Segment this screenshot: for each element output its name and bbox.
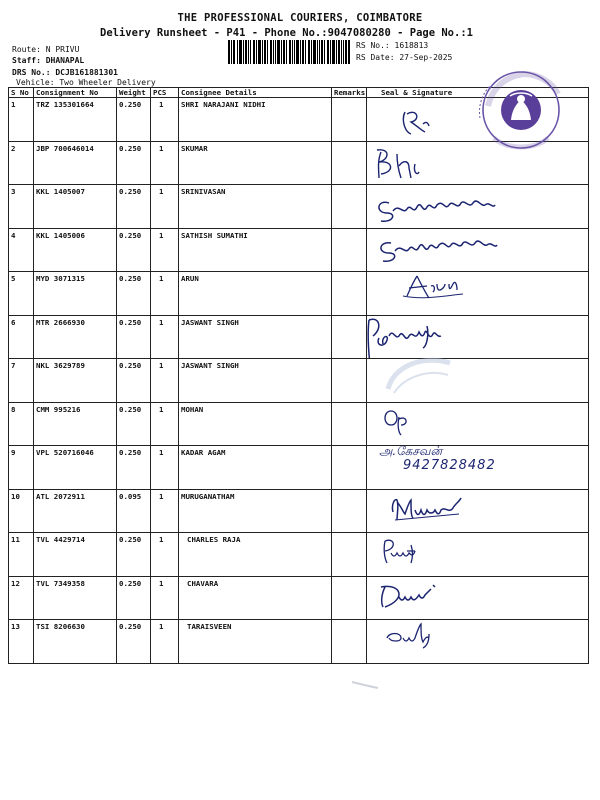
cell-consignment: KKL 1405007 (34, 185, 117, 229)
signature-image (367, 577, 587, 619)
cell-consignee: CHARLES RAJA (179, 533, 332, 577)
signature-image (367, 316, 587, 359)
cell-weight: 0.250 (117, 533, 151, 577)
cell-weight: 0.250 (117, 98, 151, 142)
table-row (9, 489, 589, 533)
route-label: Route: N PRIVU (12, 45, 80, 54)
table-row (9, 315, 589, 359)
cell-remarks (332, 359, 367, 403)
cell-consignment: VPL 520716046 (34, 446, 117, 490)
rs-number: RS No.: 1618813 (356, 41, 429, 50)
cell-consignee: CHAVARA (179, 576, 332, 620)
signature-image (367, 229, 587, 271)
cell-sno: 8 (9, 402, 34, 446)
signature-image (367, 403, 587, 445)
cell-pcs: 1 (151, 185, 179, 229)
cell-pcs: 1 (151, 533, 179, 577)
cell-consignee: KADAR AGAM (179, 446, 332, 490)
cell-signature (367, 315, 589, 359)
table-row (9, 576, 589, 620)
col-consignee: Consignee Details (179, 88, 332, 98)
signature-image (367, 620, 587, 662)
cell-consignee: SATHISH SUMATHI (179, 228, 332, 272)
cell-pcs: 1 (151, 576, 179, 620)
cell-sno: 3 (9, 185, 34, 229)
cell-remarks (332, 576, 367, 620)
cell-consignment: ATL 2072911 (34, 489, 117, 533)
cell-consignment: MTR 2666930 (34, 315, 117, 359)
cell-pcs: 1 (151, 98, 179, 142)
cell-sno: 9 (9, 446, 34, 490)
cell-consignment: TRZ 135301664 (34, 98, 117, 142)
cell-pcs: 1 (151, 315, 179, 359)
table-row (9, 272, 589, 316)
cell-remarks (332, 315, 367, 359)
signature-phone: 9427828482 (403, 458, 496, 473)
cell-remarks (332, 228, 367, 272)
cell-consignee: TARAISVEEN (179, 620, 332, 664)
cell-weight: 0.250 (117, 576, 151, 620)
cell-signature (367, 402, 589, 446)
signature-image (367, 272, 587, 314)
cell-pcs: 1 (151, 489, 179, 533)
cell-pcs: 1 (151, 402, 179, 446)
cell-consignment: TVL 7349358 (34, 576, 117, 620)
cell-consignment: NKL 3629789 (34, 359, 117, 403)
cell-sno: 11 (9, 533, 34, 577)
cell-remarks (332, 402, 367, 446)
table-row (9, 185, 589, 229)
cell-consignment: TVL 4429714 (34, 533, 117, 577)
cell-consignee: JASWANT SINGH (179, 315, 332, 359)
cell-consignee: JASWANT SINGH (179, 359, 332, 403)
cell-weight: 0.250 (117, 620, 151, 664)
cell-pcs: 1 (151, 141, 179, 185)
table-row (9, 402, 589, 446)
cell-pcs: 1 (151, 620, 179, 664)
cell-sno: 4 (9, 228, 34, 272)
faded-stamp (384, 355, 454, 395)
cell-consignment: TSI 8206630 (34, 620, 117, 664)
cell-pcs: 1 (151, 359, 179, 403)
cell-pcs: 1 (151, 228, 179, 272)
cell-remarks (332, 489, 367, 533)
col-signature: Seal & Signature (367, 88, 589, 98)
signature-image (367, 533, 587, 575)
signature-image (367, 490, 587, 532)
table-row (9, 620, 589, 664)
cell-remarks (332, 185, 367, 229)
barcode (228, 40, 350, 64)
cell-signature (367, 272, 589, 316)
cell-remarks (332, 272, 367, 316)
cell-consignee: MOHAN (179, 402, 332, 446)
cell-remarks (332, 620, 367, 664)
cell-consignee: SHRI NARAJANI NIDHI (179, 98, 332, 142)
cell-weight: 0.250 (117, 272, 151, 316)
col-pcs: PCS (151, 88, 179, 98)
table-row (9, 533, 589, 577)
company-title: THE PROFESSIONAL COURIERS, COIMBATORE (177, 12, 423, 24)
cell-pcs: 1 (151, 272, 179, 316)
cell-sno: 7 (9, 359, 34, 403)
cell-consignment: JBP 700646014 (34, 141, 117, 185)
col-weight: Weight (117, 88, 151, 98)
cell-signature (367, 228, 589, 272)
cell-signature (367, 185, 589, 229)
cell-weight: 0.250 (117, 228, 151, 272)
cell-consignment: KKL 1405006 (34, 228, 117, 272)
cell-sno: 10 (9, 489, 34, 533)
col-consignment: Consignment No (34, 88, 117, 98)
cell-sno: 13 (9, 620, 34, 664)
cell-signature (367, 620, 589, 664)
table-row (9, 359, 589, 403)
runsheet-subtitle: Delivery Runsheet - P41 - Phone No.:9047080280 - Page No.:1 (100, 27, 473, 39)
cell-signature (367, 446, 589, 490)
staff-label: Staff: DHANAPAL (12, 56, 85, 65)
cell-pcs: 1 (151, 446, 179, 490)
rs-date: RS Date: 27-Sep-2025 (356, 53, 453, 62)
cell-weight: 0.095 (117, 489, 151, 533)
signature-image (367, 185, 587, 227)
cell-weight: 0.250 (117, 402, 151, 446)
cell-weight: 0.250 (117, 141, 151, 185)
cell-signature (367, 533, 589, 577)
cell-weight: 0.250 (117, 359, 151, 403)
ink-smudge (350, 680, 380, 690)
cell-consignment: CMM 995216 (34, 402, 117, 446)
col-remarks: Remarks (332, 88, 367, 98)
cell-consignee: SRINIVASAN (179, 185, 332, 229)
cell-sno: 5 (9, 272, 34, 316)
cell-remarks (332, 446, 367, 490)
cell-remarks (332, 141, 367, 185)
cell-weight: 0.250 (117, 185, 151, 229)
table-row (9, 446, 589, 490)
cell-remarks (332, 98, 367, 142)
drs-number: DRS No.: DCJB161881301 (12, 68, 118, 77)
cell-consignee: MURUGANATHAM (179, 489, 332, 533)
cell-signature (367, 489, 589, 533)
cell-sno: 12 (9, 576, 34, 620)
cell-signature (367, 576, 589, 620)
cell-weight: 0.250 (117, 446, 151, 490)
table-row (9, 228, 589, 272)
col-sno: S No (9, 88, 34, 98)
cell-weight: 0.250 (117, 315, 151, 359)
cell-sno: 6 (9, 315, 34, 359)
cell-consignee: SKUMAR (179, 141, 332, 185)
cell-consignment: MYD 3071315 (34, 272, 117, 316)
signature-tamil-name: அ.கேசவன் (379, 445, 443, 458)
vehicle-label: Vehicle: Two Wheeler Delivery (16, 78, 156, 87)
cell-sno: 1 (9, 98, 34, 142)
cell-remarks (332, 533, 367, 577)
runsheet-table (8, 87, 589, 664)
cell-sno: 2 (9, 141, 34, 185)
company-seal-stamp (466, 66, 576, 162)
cell-consignee: ARUN (179, 272, 332, 316)
